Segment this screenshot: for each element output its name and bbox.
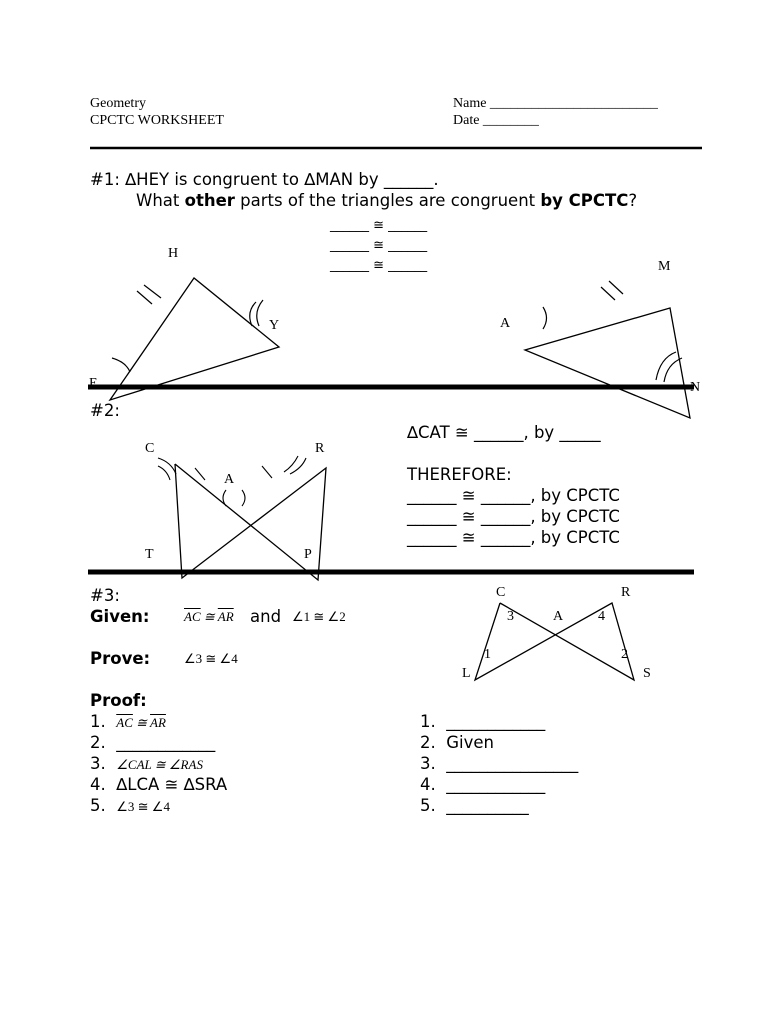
q1-blank-rows [330,216,427,276]
vertex-a: A [500,316,511,331]
q1-blank-row[interactable]: ______ ≅ ______ [330,238,428,253]
vertex-p: P [304,547,312,562]
reason-4[interactable]: 4. ____________ [420,775,546,794]
date-field: Date ________ [453,113,539,128]
given-and: and [250,607,282,626]
vertex-y: Y [269,318,280,333]
cat-arc-r2 [290,458,306,474]
angle-label-4: 4 [598,609,605,624]
q2-rows [407,485,620,548]
vertex-r: R [315,441,325,456]
statement-3: 3. ∠CAL ≅ ∠RAS [90,754,203,773]
vertex-a: A [224,472,235,487]
q1-blank-row[interactable]: ______ ≅ ______ [330,218,428,233]
statement-1: 1. $\overline{AC}$ ≅ $\overline{AR}$ [90,712,166,731]
cat-arc-c2 [158,458,176,474]
q2-statement: ∆CAT ≅ ______, by _____ [407,423,601,442]
vertex-s: S [643,666,651,681]
worksheet-title: CPCTC WORKSHEET [90,113,224,128]
vertex-n: N [690,380,701,395]
q2-heading: #2: [90,401,120,420]
reason-1[interactable]: 1. ____________ [420,712,546,731]
man-arc-a [543,307,547,329]
vertex-e: E [89,376,98,391]
reason-2: 2. Given [420,733,494,752]
prove-label: Prove: [90,649,151,668]
q2-row[interactable]: ______ ≅ ______, by CPCTC [407,486,620,505]
hey-arc-e [112,358,130,372]
hey-tick-2 [144,285,161,298]
angle-label-3: 3 [507,609,514,624]
given-segments: $\overline{AC}$ ≅ $\overline{AR}$ [184,609,234,624]
q2-row[interactable]: ______ ≅ ______, by CPCTC [407,528,620,547]
vertex-c: C [496,585,506,600]
hey-tick-1 [137,291,152,304]
hey-arc-1 [250,302,256,326]
triangle-man [525,308,690,418]
q1-question: What other parts of the triangles are congruent by CPCTC? [136,191,638,210]
proof-label: Proof: [90,691,147,710]
cat-arc-c1 [158,466,170,480]
vertex-m: M [658,259,671,274]
q1-blank-row[interactable]: ______ ≅ ______ [330,258,428,273]
angle-label-2: 2 [621,647,628,662]
name-field: Name ________________________ [453,96,658,111]
vertex-t: T [145,547,154,562]
vertex-l: L [462,666,471,681]
cat-arc-a2 [242,490,245,506]
vertex-r: R [621,585,631,600]
angle-label-1: 1 [484,647,491,662]
man-tick-1 [601,287,615,300]
q3-heading: #3: [90,586,120,605]
reason-3[interactable]: 3. ________________ [420,754,579,773]
cat-tick-2 [262,466,272,478]
q2-therefore: THEREFORE: [407,465,512,484]
given-angles: ∠1 ≅ ∠2 [292,609,346,624]
vertex-a: A [553,609,564,624]
cat-tick-1 [195,468,205,480]
vertex-c: C [145,441,155,456]
subject-label: Geometry [90,96,146,111]
man-tick-2 [609,281,623,294]
triangle-hey [110,278,279,400]
hey-arc-2 [257,300,263,326]
statement-4: 4. ∆LCA ≅ ∆SRA [90,775,228,794]
cat-arc-r1 [284,456,298,472]
given-label: Given: [90,607,150,626]
q2-row[interactable]: ______ ≅ ______, by CPCTC [407,507,620,526]
prove-angles: ∠3 ≅ ∠4 [184,651,238,666]
statement-2[interactable]: 2. ____________ [90,733,216,752]
statement-5: 5. ∠3 ≅ ∠4 [90,796,170,815]
reason-5[interactable]: 5. __________ [420,796,529,815]
q1-prompt: #1: ∆HEY is congruent to ∆MAN by ______. [90,170,439,189]
vertex-h: H [168,246,179,261]
